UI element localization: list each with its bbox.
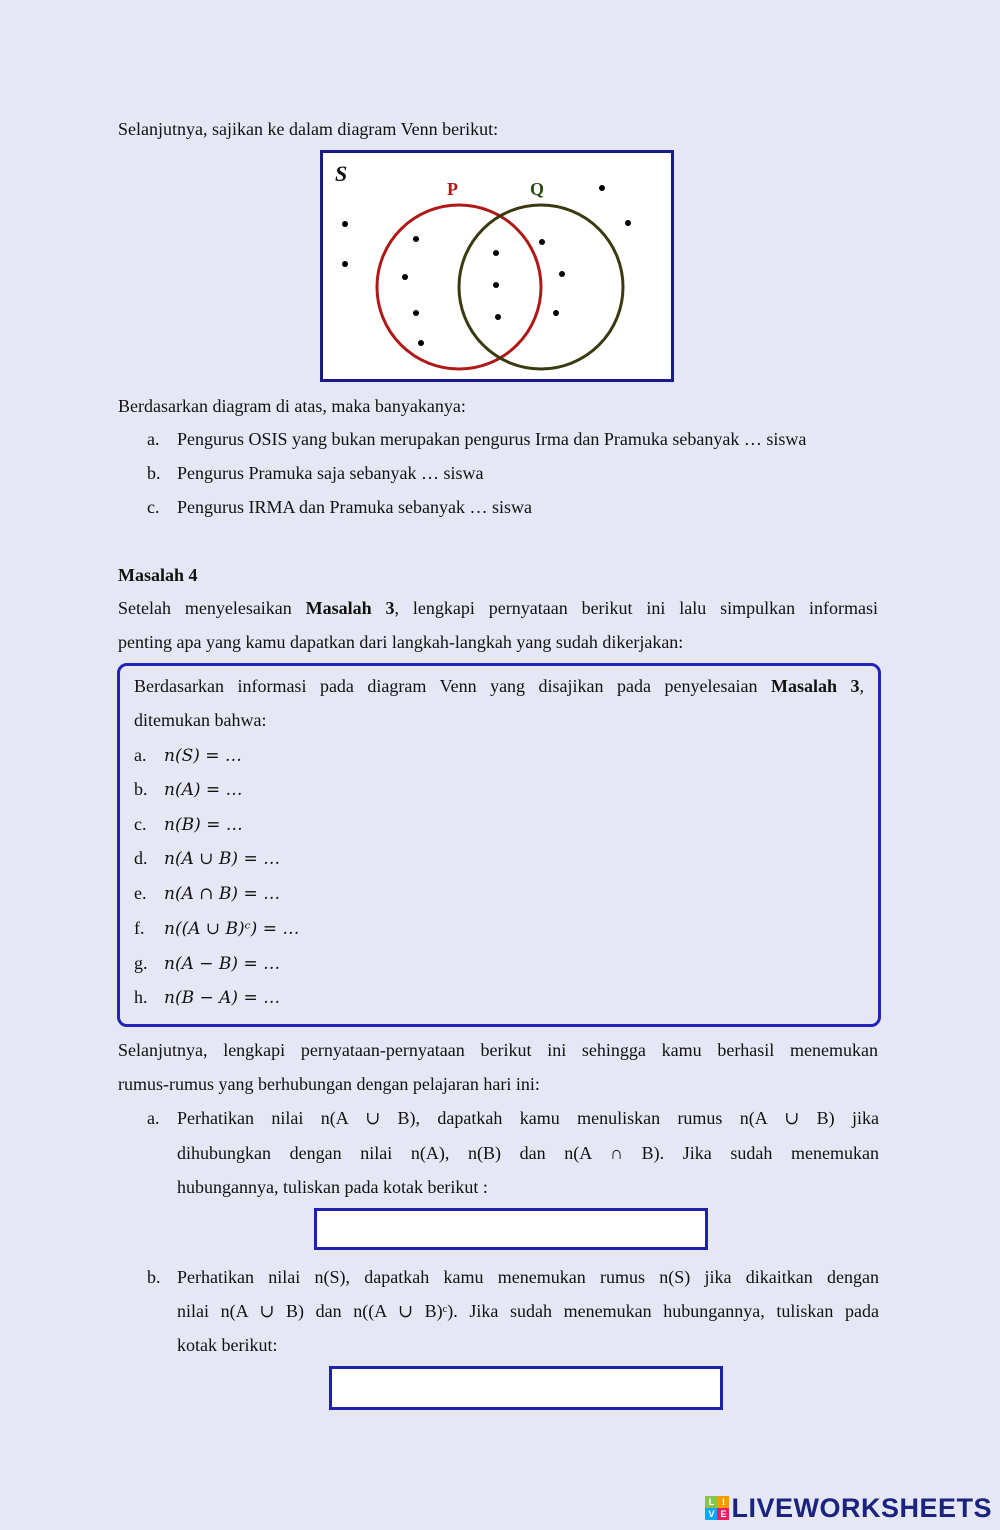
formula-b-line2: nilai n(A ∪ B) dan n((A ∪ B)ᶜ). Jika sudah menemukan hubungannya, tuliskan pada	[177, 1301, 879, 1321]
summary-item-d[interactable]	[134, 841, 280, 876]
item-text: Pengurus OSIS yang bukan merupakan pengurus Irma dan Pramuka sebanyak … siswa	[177, 429, 807, 449]
venn-point	[493, 250, 499, 256]
venn-point	[495, 314, 501, 320]
item-label: a.	[134, 745, 147, 765]
formula-b-label: b.	[147, 1267, 161, 1287]
item-label: g.	[134, 953, 148, 973]
summary-item-e[interactable]	[134, 876, 280, 911]
set-p-label: P	[447, 179, 458, 199]
venn-point	[342, 261, 348, 267]
bold-span: Masalah 3	[305, 598, 395, 618]
question-item-b	[147, 456, 483, 490]
summary-item-h[interactable]	[134, 980, 280, 1015]
formula-a-label: a.	[147, 1108, 160, 1128]
item-label: e.	[134, 883, 147, 903]
item-expr: n(A − B) = …	[164, 954, 281, 974]
logo-letter: I	[717, 1496, 729, 1508]
venn-point	[539, 239, 545, 245]
venn-point	[559, 271, 565, 277]
venn-point	[553, 310, 559, 316]
venn-point	[418, 340, 424, 346]
text-span: ,	[859, 676, 864, 696]
venn-point	[413, 236, 419, 242]
summary-line2: ditemukan bahwa:	[134, 710, 267, 730]
item-expr: n(A ∩ B) = …	[164, 884, 281, 904]
venn-diagram	[320, 150, 674, 382]
formula-a-line1: Perhatikan nilai n(A ∪ B), dapatkah kamu menuliskan rumus n(A ∪ B) jika	[177, 1108, 879, 1128]
logo-letter: V	[705, 1508, 717, 1520]
summary-item-g[interactable]	[134, 946, 280, 981]
item-text: Pengurus IRMA dan Pramuka sebanyak … siswa	[177, 497, 532, 517]
bold-span: Masalah 3	[770, 676, 860, 696]
liveworksheets-logo-icon	[705, 1496, 729, 1520]
liveworksheets-watermark	[705, 1490, 992, 1526]
item-expr: n(A) = …	[164, 780, 243, 800]
formula-b-line1: Perhatikan nilai n(S), dapatkah kamu menemukan rumus n(S) jika dikaitkan dengan	[177, 1267, 879, 1287]
formula-b-line3: kotak berikut:	[177, 1335, 278, 1355]
formulas-intro-line1: Selanjutnya, lengkapi pernyataan-pernyataan berikut ini sehingga kamu berhasil menemukan	[118, 1040, 878, 1060]
question-intro: Berdasarkan diagram di atas, maka banyakanya:	[118, 396, 466, 416]
summary-item-f[interactable]	[134, 911, 299, 946]
text-span: Berdasarkan informasi pada diagram Venn yang disajikan pada penyelesaian	[134, 676, 771, 696]
answer-box-a[interactable]	[314, 1208, 708, 1250]
masalah4-paragraph-line1	[118, 591, 878, 625]
set-q-label: Q	[530, 179, 545, 199]
summary-item-c[interactable]	[134, 807, 243, 842]
logo-letter: E	[717, 1508, 729, 1520]
question-item-a	[147, 422, 806, 456]
item-label: f.	[134, 918, 145, 938]
watermark-text: LIVEWORKSHEETS	[731, 1492, 992, 1523]
text-span: Setelah menyelesaikan	[118, 598, 306, 618]
universe-label: S	[335, 161, 348, 186]
venn-point	[413, 310, 419, 316]
logo-letter: L	[705, 1496, 717, 1508]
question-item-c	[147, 490, 532, 524]
masalah4-paragraph-line2: penting apa yang kamu dapatkan dari langkah-langkah yang sudah dikerjakan:	[118, 632, 684, 652]
venn-point	[342, 221, 348, 227]
venn-intro: Selanjutnya, sajikan ke dalam diagram Venn berikut:	[118, 119, 499, 139]
summary-item-a[interactable]	[134, 738, 242, 773]
item-expr: n(B) = …	[164, 815, 243, 835]
item-expr: n(S) = …	[164, 746, 242, 766]
item-expr: n(B − A) = …	[164, 988, 281, 1008]
item-label: c.	[147, 497, 160, 517]
summary-item-b[interactable]	[134, 772, 243, 807]
item-label: b.	[147, 463, 161, 483]
item-label: d.	[134, 848, 148, 868]
item-label: b.	[134, 779, 148, 799]
answer-box-b[interactable]	[329, 1366, 723, 1410]
item-expr: n(A ∪ B) = …	[164, 849, 281, 869]
masalah4-heading: Masalah 4	[118, 565, 198, 585]
formula-a-line3: hubungannya, tuliskan pada kotak berikut :	[177, 1177, 488, 1197]
venn-point	[599, 185, 605, 191]
venn-point	[625, 220, 631, 226]
summary-line1	[134, 669, 864, 703]
item-expr: n((A ∪ B)ᶜ) = …	[164, 919, 300, 939]
venn-point	[402, 274, 408, 280]
formula-a-line2: dihubungkan dengan nilai n(A), n(B) dan n(A ∩ B). Jika sudah menemukan	[177, 1143, 879, 1163]
text-span: , lengkapi pernyataan berikut ini lalu simpulkan informasi	[394, 598, 878, 618]
venn-svg	[323, 153, 671, 379]
formulas-intro-line2: rumus-rumus yang berhubungan dengan pelajaran hari ini:	[118, 1074, 540, 1094]
item-label: c.	[134, 814, 147, 834]
item-label: h.	[134, 987, 148, 1007]
item-text: Pengurus Pramuka saja sebanyak … siswa	[177, 463, 484, 483]
venn-point	[493, 282, 499, 288]
item-label: a.	[147, 429, 160, 449]
